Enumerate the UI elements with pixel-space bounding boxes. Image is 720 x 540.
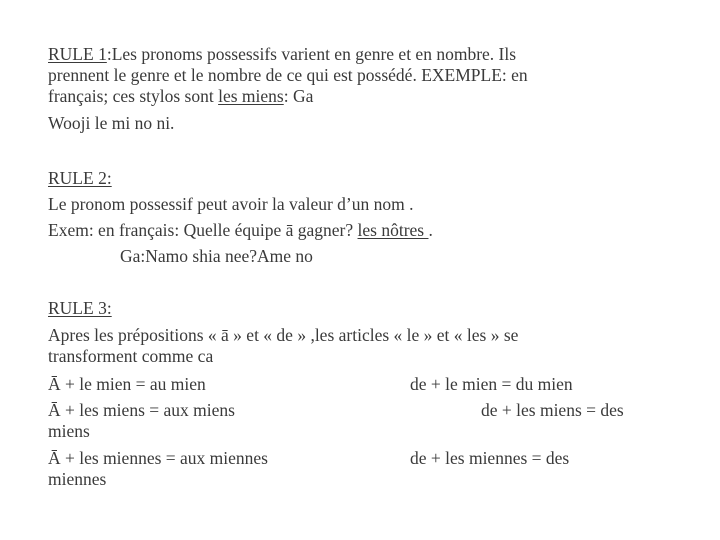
rule2-line1: Le pronom possessif peut avoir la valeur d’un nom . bbox=[48, 194, 414, 214]
rule3-row3-left: Ā + les miennes = aux miennes bbox=[48, 448, 268, 468]
rule2-line2-post: . bbox=[428, 220, 433, 240]
rule3-row2-right: de + les miens = des bbox=[481, 400, 624, 420]
rule1-text1: :Les pronoms possessifs varient en genre et en nombre. Ils bbox=[106, 44, 517, 64]
rule3-intro1: Apres les prépositions « ā » et « de » ,les articles « le » et « les » se bbox=[48, 325, 519, 345]
rule2-line2 bbox=[48, 220, 688, 240]
rule3-row3-wrap: miennes bbox=[48, 469, 107, 489]
rule1-line3-pre: français; ces stylos sont bbox=[48, 86, 219, 106]
rule3-row1-right: de + le mien = du mien bbox=[410, 374, 573, 394]
rule3-row3-right: de + les miennes = des bbox=[410, 448, 570, 468]
rule1-line3 bbox=[48, 86, 688, 106]
rule3-intro2: transforment comme ca bbox=[48, 346, 214, 366]
rule3-row2-left: Ā + les miens = aux miens bbox=[48, 400, 235, 420]
rule3-row3 bbox=[48, 448, 688, 468]
rule1-line1 bbox=[48, 44, 688, 64]
rule3-row1-left: Ā + le mien = au mien bbox=[48, 374, 206, 394]
rule3-heading: RULE 3: bbox=[48, 298, 112, 318]
rule2-line3: Ga:Namo shia nee?Ame no bbox=[120, 246, 313, 266]
rule1-line4: Wooji le mi no ni. bbox=[48, 113, 175, 133]
rule1-line3-post: : Ga bbox=[283, 86, 314, 106]
rule3-row1 bbox=[48, 374, 688, 394]
rule3-row2-wrap: miens bbox=[48, 421, 90, 441]
rule2-example-term: les nôtres bbox=[357, 220, 429, 240]
rule2-line0 bbox=[48, 168, 688, 188]
rule3-row2 bbox=[48, 400, 688, 420]
rule1-example-term: les miens bbox=[218, 86, 284, 106]
rule3-line0 bbox=[48, 298, 688, 318]
rule1-heading: RULE 1 bbox=[48, 44, 107, 64]
rule2-line2-pre: Exem: en français: Quelle équipe ā gagner? bbox=[48, 220, 358, 240]
rule1-line2: prennent le genre et le nombre de ce qui est possédé. EXEMPLE: en bbox=[48, 65, 528, 85]
rule2-heading: RULE 2: bbox=[48, 168, 112, 188]
